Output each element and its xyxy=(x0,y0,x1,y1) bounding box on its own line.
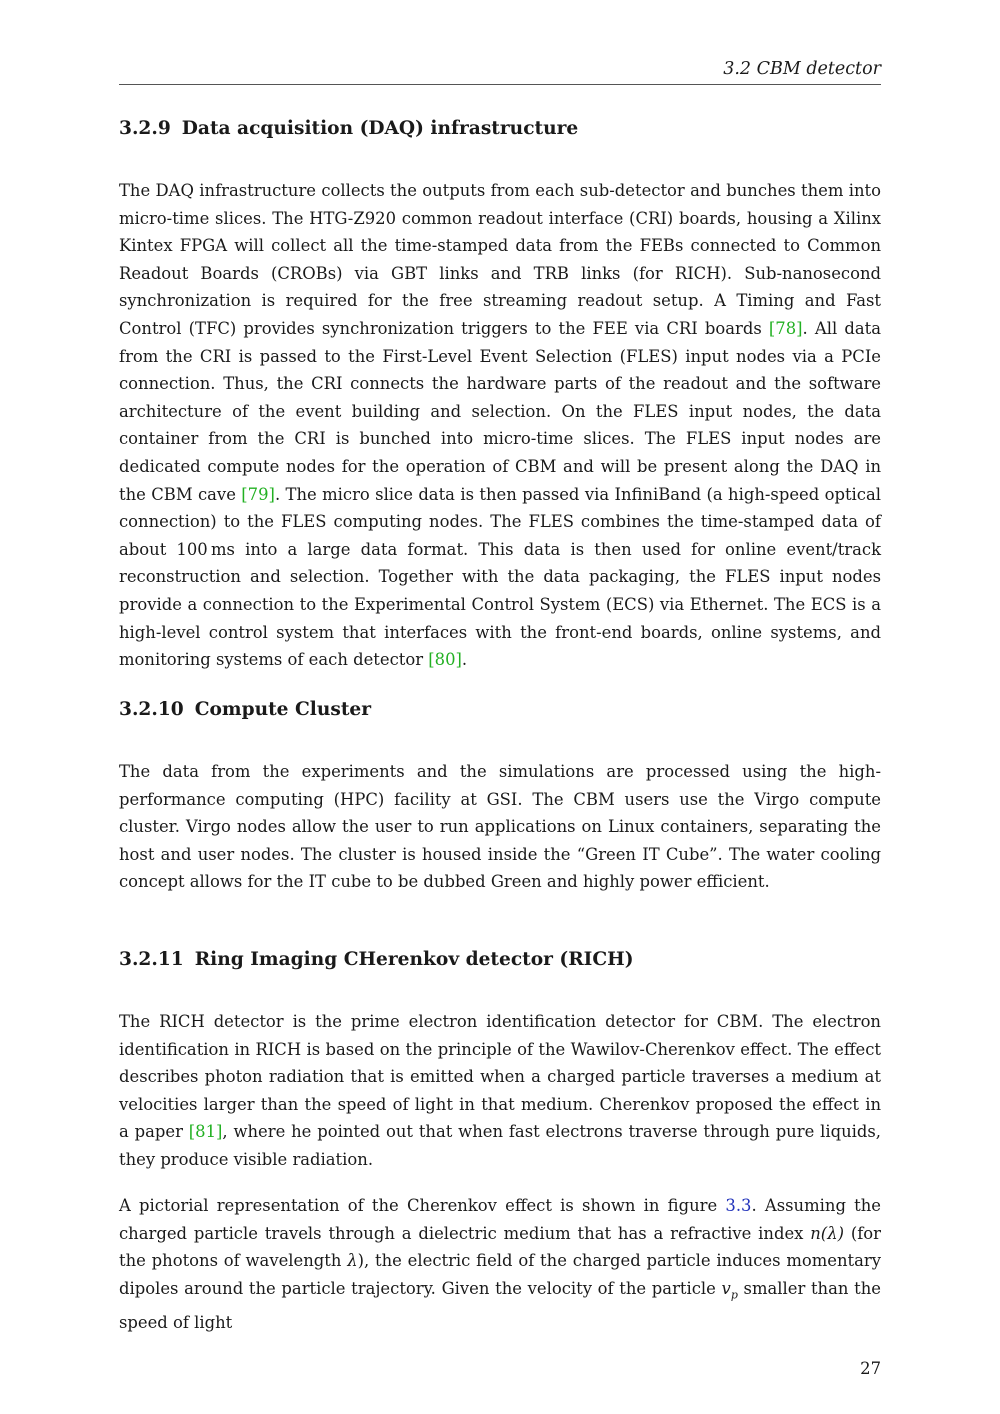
math-refractive-index: n(λ) xyxy=(810,1223,844,1243)
section-title: Compute Cluster xyxy=(194,699,372,720)
citation-link[interactable]: [81] xyxy=(188,1122,223,1142)
citation-link[interactable]: [80] xyxy=(428,650,462,670)
text-run: smaller than the speed of light xyxy=(119,1278,881,1332)
section-number: 3.2.9 xyxy=(119,118,171,139)
citation-link[interactable]: [79] xyxy=(241,484,275,504)
paragraph-compute-cluster xyxy=(119,758,881,896)
section-heading-daq xyxy=(119,118,578,139)
paragraph-cherenkov-effect xyxy=(119,1192,881,1336)
text-run: . All data from the CRI is passed to the First-Level Event Selection (FLES) input nodes via a PCIe connection. Thus, the CRI connects the hardware parts of the readout and the software architecture of the event building and selection. On the FLES input nodes, the data container from the CRI is bunched into micro-time slices. The FLES input nodes are dedicated compute nodes for the operation of CBM and will be present along the DAQ in the CBM cave xyxy=(119,318,881,504)
math-particle-velocity xyxy=(721,1278,738,1302)
section-title: Ring Imaging CHerenkov detector (RICH) xyxy=(194,949,634,970)
text-run: The DAQ infrastructure collects the outputs from each sub-detector and bunches them into micro-time slices. The HTG-Z920 common readout interface (CRI) boards, housing a Xilinx Kintex FPGA will collect all the time-stamped data from the FEBs connected to Common Readout Boards (CROBs) via GBT links and TRB links (for RICH). Sub-nanosecond synchronization is required for the free streaming readout setup. A Timing and Fast Control (TFC) provides synchronization triggers to the FEE via CRI boards xyxy=(119,181,881,338)
text-run: . xyxy=(461,650,468,670)
running-header: 3.2 CBM detector xyxy=(723,59,881,79)
page-number: 27 xyxy=(860,1359,881,1378)
section-number: 3.2.10 xyxy=(119,699,184,720)
text-run: . The micro slice data is then passed via InfiniBand (a high-speed optical connection) to the FLES computing nodes. The FLES combines the time-stamped data of about 100 ms into a large data format. This data is then used for online event/track reconstruction and selection. Together with the data packaging, the FLES input nodes provide a connection to the Experimental Control System (ECS) via Ethernet. The ECS is a high-level control system that interfaces with the front-end boards, online systems, and monitoring systems of each detector xyxy=(119,484,881,670)
text-run: . Assuming the charged particle travels through a dielectric medium that has a refractive index xyxy=(119,1196,881,1243)
citation-link[interactable]: [78] xyxy=(768,318,803,338)
header-rule xyxy=(119,84,881,85)
text-run: A pictorial representation of the Cherenkov effect is shown in figure xyxy=(119,1196,726,1215)
paragraph-rich-intro xyxy=(119,1008,881,1174)
paragraph-daq xyxy=(119,177,881,674)
section-number: 3.2.11 xyxy=(119,949,184,970)
section-heading-compute-cluster xyxy=(119,699,371,720)
text-run: The RICH detector is the prime electron identification detector for CBM. The electron identification in RICH is based on the principle of the Wawilov-Cherenkov effect. The effect describes photon radiation that is emitted when a charged particle traverses a medium at velocities larger than the speed of light in that medium. Cherenkov proposed the effect in a paper xyxy=(119,1012,881,1142)
math-wavelength: λ xyxy=(347,1251,358,1271)
section-heading-rich xyxy=(119,949,634,970)
math-subscript: p xyxy=(730,1288,738,1302)
text-run: ), the electric field of the charged particle induces momentary dipoles around the particle trajectory. Given the velocity of the particle xyxy=(119,1251,881,1298)
section-title: Data acquisition (DAQ) infrastructure xyxy=(181,118,579,139)
text-run: , where he pointed out that when fast electrons traverse through pure liquids, they produce visible radiation. xyxy=(119,1122,881,1169)
text-run: The data from the experiments and the simulations are processed using the high-performance computing (HPC) facility at GSI. The CBM users use the Virgo compute cluster. Virgo nodes allow the user to run applications on Linux containers, separating the host and user nodes. The cluster is housed inside the “Green IT Cube”. The water cooling concept allows for the IT cube to be dubbed Green and highly power efficient. xyxy=(119,762,881,892)
text-run: (for the photons of wavelength xyxy=(119,1223,882,1271)
figure-reference-link[interactable]: 3.3 xyxy=(725,1196,752,1215)
math-symbol: v xyxy=(721,1278,731,1298)
